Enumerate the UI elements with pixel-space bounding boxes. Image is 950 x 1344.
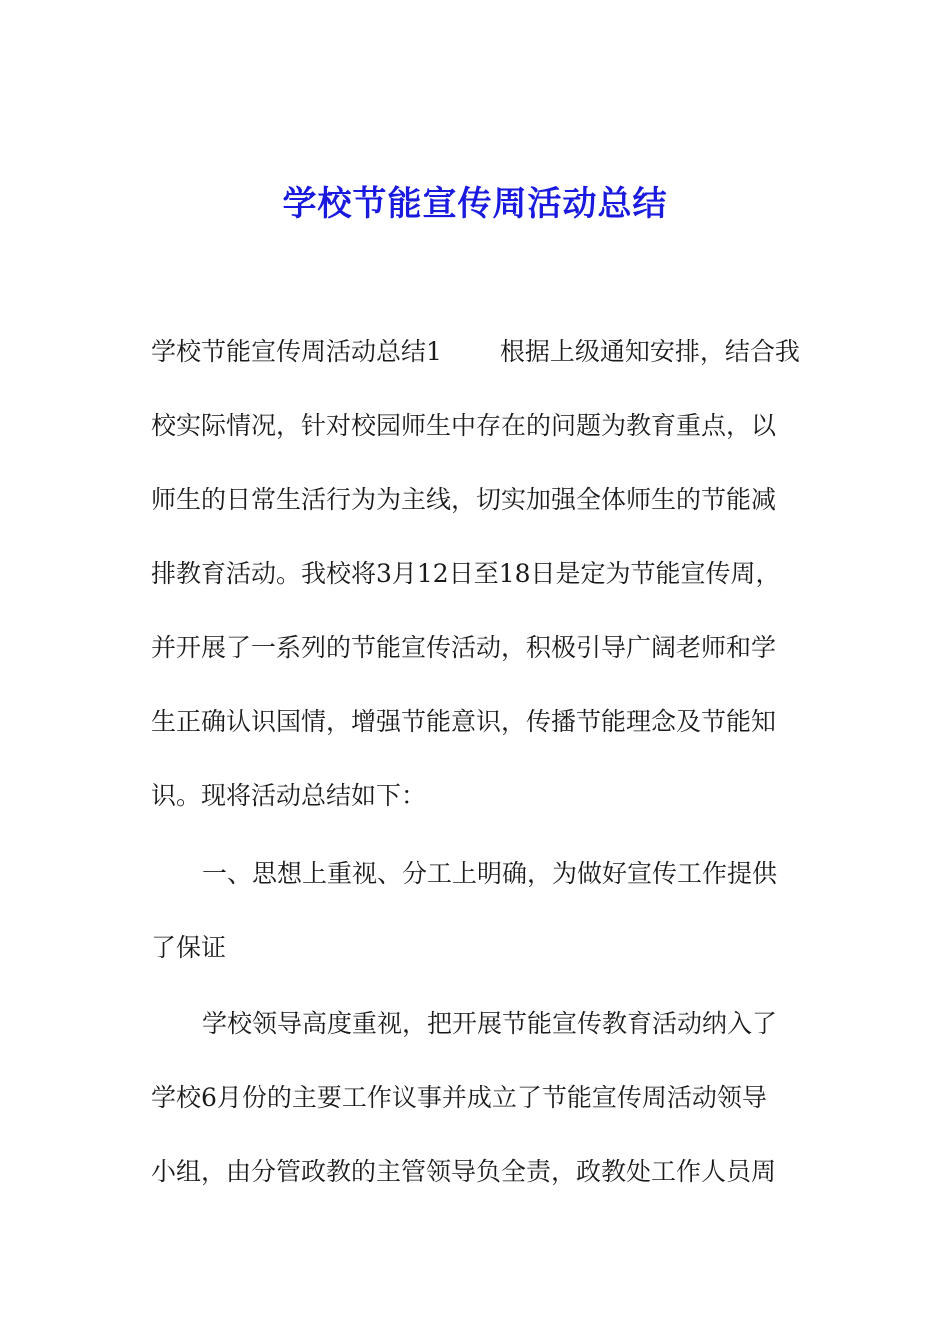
paragraph-line: 学校6月份的主要工作议事并成立了节能宣传周活动领导 (151, 1083, 767, 1112)
line-text: 根据上级通知安排，结合我 (499, 337, 800, 366)
paragraph-line (151, 332, 811, 372)
paragraph-line: 排教育活动。我校将3月12日至18日是定为节能宣传周， (151, 559, 781, 588)
paragraph-line: 校实际情况，针对校园师生中存在的问题为教育重点，以 (151, 411, 777, 440)
paragraph-line: 小组，由分管政教的主管领导负全责，政教处工作人员周 (151, 1157, 777, 1186)
section-heading-line: 一、思想上重视、分工上明确，为做好宣传工作提供 (202, 859, 778, 888)
line-lead: 学校节能宣传周活动总结1 (151, 337, 442, 366)
paragraph-line: 学校领导高度重视，把开展节能宣传教育活动纳入了 (202, 1009, 778, 1038)
section-heading-line: 了保证 (151, 933, 227, 962)
paragraph-line: 识。现将活动总结如下： (151, 781, 427, 810)
paragraph-line: 师生的日常生活行为为主线，切实加强全体师生的节能减 (151, 485, 777, 514)
document-title: 学校节能宣传周活动总结 (282, 184, 668, 224)
paragraph-line: 生正确认识国情，增强节能意识，传播节能理念及节能知 (151, 707, 777, 736)
paragraph-line: 并开展了一系列的节能宣传活动，积极引导广阔老师和学 (151, 633, 777, 662)
